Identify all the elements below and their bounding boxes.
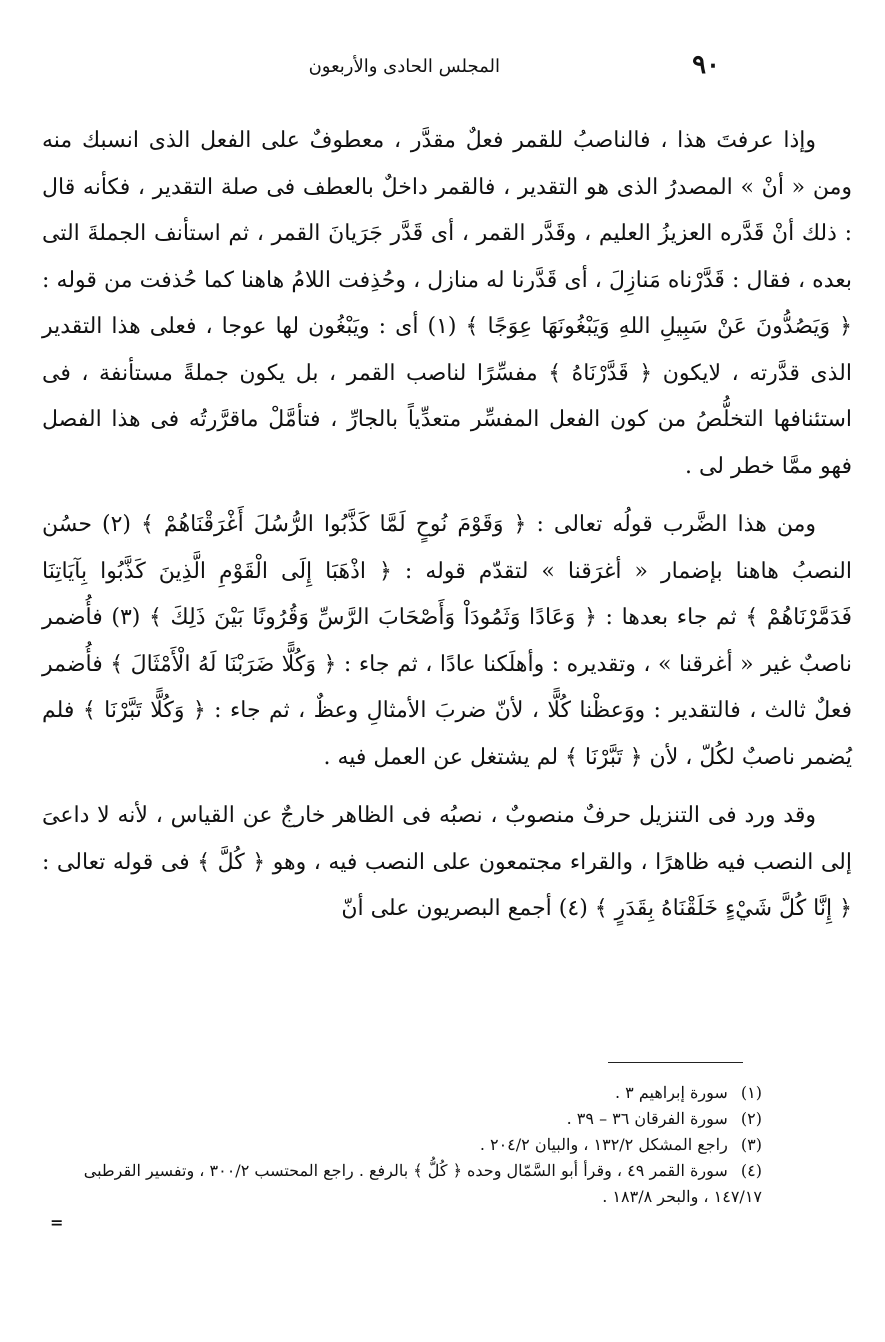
footnotes	[42, 1080, 822, 1210]
paragraph: وإذا عرفتَ هذا ، فالناصبُ للقمر فعلٌ مقدَّر ، معطوفٌ على الفعل الذى انسبك منه ومن « أنْ » المصدرُ الذى هو التقدير ، فالقمر داخلٌ بالعطف فى صلة التقدير ، فكأنه قال : ذلك أنْ قَدَّره العزيزُ العليم ، وقَدَّر القمر ، أى قَدَّر جَرَيانَ القمر ، ثم استأنف الجملةَ التى بعده ، فقال : قَدَّرْناه مَنازِلَ ، أى قَدَّرنا له منازل ، وحُذِفت اللامُ هاهنا كما حُذفت من قوله : ﴿ وَيَصُدُّونَ عَنْ سَبِيلِ اللهِ وَيَبْغُونَهَا عِوَجًا ﴾ (١) أى : ويَبْغُون لها عوجا ، فعلى هذا التقدير الذى قدَّرته ، لايكون ﴿ قَدَّرْنَاهُ ﴾ مفسِّرًا لناصب القمر ، بل يكون جملةً مستأنفة ، فى استئنافها التخلُّصُ من كون الفعل المفسِّر متعدِّياً بالجارِّ ، فتأمَّلْ ماقرَّرتُه فى هذا الفصل فهو ممَّا خطر لى .	[42, 128, 852, 479]
footnote-number: (٢)	[740, 1109, 762, 1128]
paragraph: وقد ورد فى التنزيل حرفٌ منصوبٌ ، نصبُه فى الظاهر خارجٌ عن القياس ، لأنه لا داعىَ إلى النصب فيه ظاهرًا ، والقراء مجتمعون على النصب فيه ، وهو ﴿ كُلَّ ﴾ فى قوله تعالى : ﴿ إِنَّا كُلَّ شَيْءٍ خَلَقْنَاهُ بِقَدَرٍ ﴾ (٤) أجمع البصريون على أنّ	[42, 803, 852, 921]
footnote	[42, 1080, 822, 1106]
footnote-number: (١)	[740, 1083, 762, 1102]
footnote-text: سورة القمر ٤٩ ، وقرأ أبو السَّمّال وحده ﴿ كُلُّ ﴾ بالرفع . راجع المحتسب ٣٠٠/٢ ، وتفسير القرطبى ١٤٧/١٧ ، والبحر ١٨٣/٨ .	[83, 1161, 762, 1206]
running-title: المجلس الحادى والأربعون	[308, 56, 500, 77]
footnote-text: سورة الفرقان ٣٦ – ٣٩ .	[566, 1109, 728, 1128]
main-text	[42, 118, 852, 933]
footnote-separator	[608, 1062, 743, 1063]
footnote-number: (٤)	[740, 1161, 762, 1180]
continuation-mark: =	[50, 1213, 64, 1232]
footnote-text: راجع المشكل ١٣٢/٢ ، والبيان ٢٠٤/٢ .	[479, 1135, 728, 1154]
footnote	[42, 1132, 822, 1158]
footnote	[42, 1106, 822, 1132]
footnote	[42, 1158, 822, 1210]
page-number: ٩٠	[692, 50, 720, 80]
page-header	[60, 50, 720, 86]
paragraph: ومن هذا الضَّرب قولُه تعالى : ﴿ وَقَوْمَ نُوحٍ لَمَّا كَذَّبُوا الرُّسُلَ أَغْرَقْنَاهُمْ ﴾ (٢) حسُن النصبُ هاهنا بإضمار « أغرَقنا » لتقدّم قوله : ﴿ اذْهَبَا إِلَى الْقَوْمِ الَّذِينَ كَذَّبُوا بِآيَاتِنَا فَدَمَّرْنَاهُمْ ﴾ ثم جاء بعدها : ﴿ وَعَادًا وَثَمُودَاْ وَأَصْحَابَ الرَّسِّ وَقُرُونًا بَيْنَ ذَلِكَ ﴾ (٣) فأُضمر ناصبٌ غير « أغرقنا » ، وتقديره : وأهلَكنا عادًا ، ثم جاء : ﴿ وَكُلًّا ضَرَبْنَا لَهُ الْأَمْثَالَ ﴾ فأُضمر فعلٌ ثالث ، فالتقدير : ووَعظْنا كُلًّا ، لأنّ ضربَ الأمثالِ وعظٌ ، ثم جاء : ﴿ وَكُلًّا تَبَّرْنَا ﴾ فلم يُضمر ناصبٌ لكُلّ ، لأن ﴿ تَبَّرْنَا ﴾ لم يشتغل عن العمل فيه .	[42, 512, 852, 770]
footnote-text: سورة إبراهيم ٣ .	[615, 1083, 728, 1102]
footnote-number: (٣)	[740, 1135, 762, 1154]
